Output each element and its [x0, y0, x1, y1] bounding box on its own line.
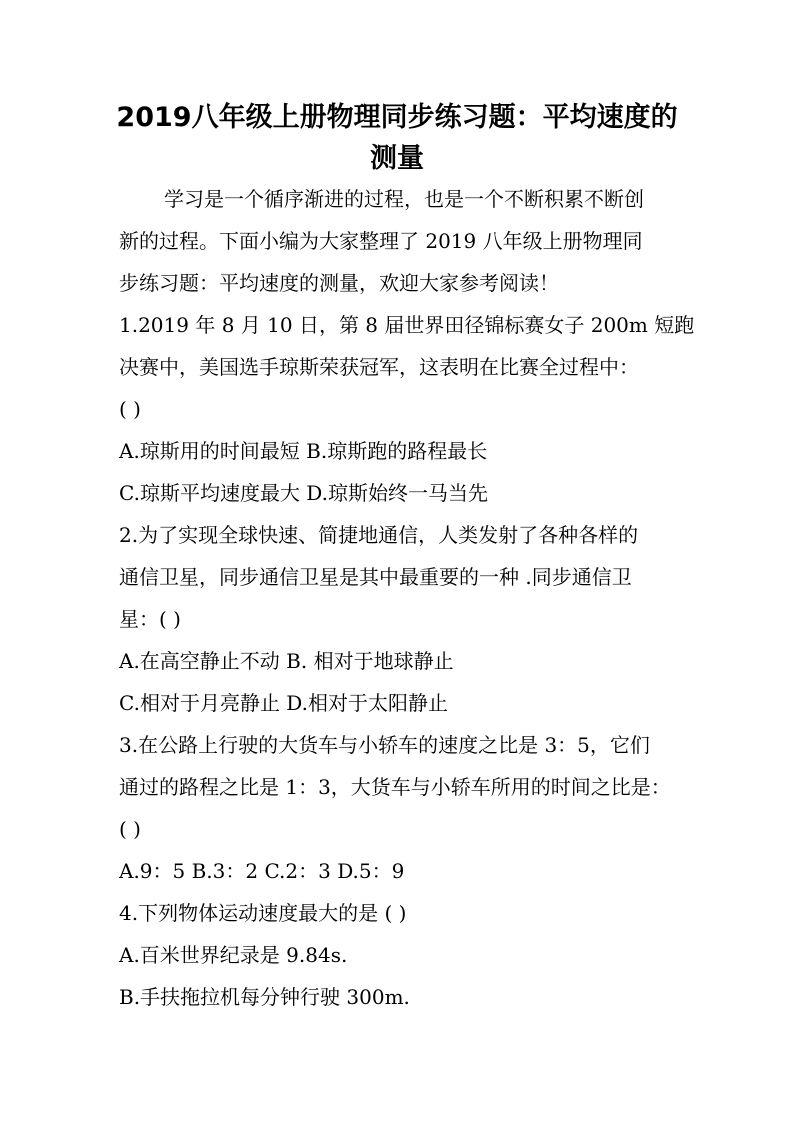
- question-1-option-line-2: C.琼斯平均速度最大 D.琼斯始终一马当先: [119, 481, 488, 505]
- question-3-line-2: 通过的路程之比是 1：3，大货车与小轿车所用的时间之比是：: [119, 775, 671, 799]
- intro-line-2: 新的过程。下面小编为大家整理了 2019 八年级上册物理同: [119, 229, 643, 253]
- question-3-line-1: 3.在公路上行驶的大货车与小轿车的速度之比是 3：5，它们: [119, 733, 650, 757]
- intro-line-1: 学习是一个循序渐进的过程，也是一个不断积累不断创: [164, 187, 644, 211]
- question-3-option-line-1: A.9：5 B.3：2 C.2：3 D.5：9: [119, 859, 405, 883]
- question-4-option-line-2: B.手扶拖拉机每分钟行驶 300m.: [119, 985, 410, 1009]
- question-4-line-1: 4.下列物体运动速度最大的是 ( ): [119, 901, 407, 925]
- question-4-option-line-1: A.百米世界纪录是 9.84s.: [119, 943, 348, 967]
- intro-line-3: 步练习题：平均速度的测量，欢迎大家参考阅读！: [119, 271, 559, 295]
- question-3-line-3: ( ): [119, 817, 141, 841]
- document-title-line-1: 2019八年级上册物理同步练习题：平均速度的: [116, 102, 678, 133]
- question-1-line-2: 决赛中，美国选手琼斯荣获冠军，这表明在比赛全过程中：: [119, 355, 639, 379]
- question-2-line-1: 2.为了实现全球快速、简捷地通信，人类发射了各种各样的: [119, 523, 639, 547]
- question-2-option-line-1: A.在高空静止不动 B. 相对于地球静止: [119, 649, 454, 673]
- question-2-option-line-2: C.相对于月亮静止 D.相对于太阳静止: [119, 691, 448, 715]
- question-2-line-3: 星：( ): [119, 607, 181, 631]
- question-1-line-1: 1.2019 年 8 月 10 日，第 8 届世界田径锦标赛女子 200m 短跑: [119, 313, 695, 337]
- question-1-line-3: ( ): [119, 397, 141, 421]
- question-2-line-2: 通信卫星，同步通信卫星是其中最重要的一种 .同步通信卫: [119, 565, 632, 589]
- question-1-option-line-1: A.琼斯用的时间最短 B.琼斯跑的路程最长: [119, 439, 488, 463]
- document-title-line-2: 测量: [370, 143, 424, 174]
